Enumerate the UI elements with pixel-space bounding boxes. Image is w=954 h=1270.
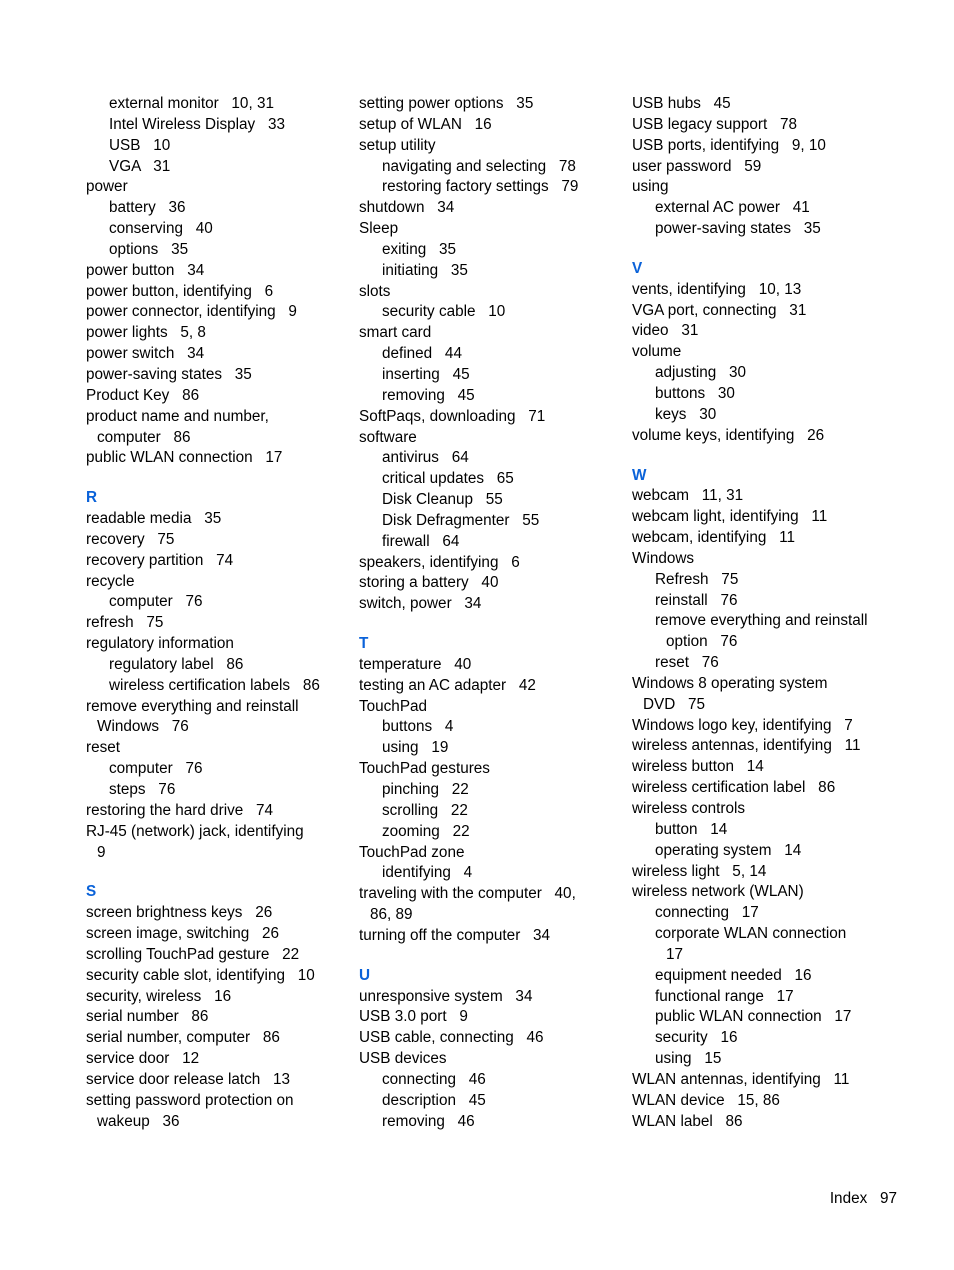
index-section-letter: S xyxy=(86,883,97,901)
index-entry: Windows 8 operating system xyxy=(632,674,828,692)
index-subentry: description 45 xyxy=(382,1091,486,1109)
index-entry: reset xyxy=(86,739,121,757)
index-subentry: Disk Defragmenter 55 xyxy=(382,511,540,529)
index-entry: setting password protection on xyxy=(86,1091,294,1109)
index-entry: DVD 75 xyxy=(643,695,706,713)
index-entry: webcam 11, 31 xyxy=(632,487,744,505)
index-entry: Sleep xyxy=(359,220,399,238)
index-entry: temperature 40 xyxy=(359,655,472,673)
index-subentry: external AC power 41 xyxy=(655,199,810,217)
index-subentry: initiating 35 xyxy=(382,261,468,279)
index-section-letter: R xyxy=(86,489,98,507)
index-entry: wireless certification label 86 xyxy=(632,779,836,797)
index-entry: recycle xyxy=(86,572,135,590)
index-subentry: exiting 35 xyxy=(382,240,456,258)
index-entry: readable media 35 xyxy=(86,510,222,528)
index-entry: setup of WLAN 16 xyxy=(359,115,492,133)
index-entry: VGA port, connecting 31 xyxy=(632,301,807,319)
index-entry: public WLAN connection 17 xyxy=(86,449,283,467)
index-entry: WLAN antennas, identifying 11 xyxy=(632,1070,850,1088)
index-column-2 xyxy=(359,94,609,1133)
index-entry: 86, 89 xyxy=(370,906,413,924)
index-subentry: VGA 31 xyxy=(109,157,171,175)
index-subentry: battery 36 xyxy=(109,199,186,217)
index-entry: testing an AC adapter 42 xyxy=(359,676,536,694)
index-entry: USB legacy support 78 xyxy=(632,115,797,133)
index-entry: software xyxy=(359,428,417,446)
index-entry: Product Key 86 xyxy=(86,386,200,404)
index-entry: using xyxy=(632,178,669,196)
index-entry: USB ports, identifying 9, 10 xyxy=(632,136,826,154)
index-entry: Windows xyxy=(632,549,695,567)
index-subentry: functional range 17 xyxy=(655,987,794,1005)
index-entry: smart card xyxy=(359,324,432,342)
index-entry: USB cable, connecting 46 xyxy=(359,1029,544,1047)
index-entry: speakers, identifying 6 xyxy=(359,553,520,571)
index-entry: setting power options 35 xyxy=(359,95,534,112)
index-entry: serial number 86 xyxy=(86,1008,209,1026)
index-subentry: reinstall 76 xyxy=(655,591,738,609)
index-entry: USB hubs 45 xyxy=(632,95,731,112)
index-entry: TouchPad zone xyxy=(359,843,465,861)
index-entry: recovery partition 74 xyxy=(86,551,234,569)
index-entry: power-saving states 35 xyxy=(86,365,252,383)
index-entry: wireless antennas, identifying 11 xyxy=(632,737,861,755)
index-subentry: Disk Cleanup 55 xyxy=(382,491,503,509)
index-entry: power switch 34 xyxy=(86,345,205,363)
index-entry: security, wireless 16 xyxy=(86,987,232,1005)
index-entry: wireless network (WLAN) xyxy=(632,883,804,901)
index-entry: storing a battery 40 xyxy=(359,574,499,592)
index-entry: TouchPad xyxy=(359,697,428,715)
index-subentry: power-saving states 35 xyxy=(655,220,821,238)
footer-label: Index xyxy=(829,1190,868,1207)
index-entry: power xyxy=(86,178,128,196)
index-column-1 xyxy=(86,94,336,1133)
index-subentry: conserving 40 xyxy=(109,220,213,238)
index-entry: wakeup 36 xyxy=(97,1112,180,1130)
index-entry: TouchPad gestures xyxy=(359,760,490,778)
index-section-letter: V xyxy=(632,259,643,277)
index-entry: regulatory information xyxy=(86,635,234,653)
index-subentry: Intel Wireless Display 33 xyxy=(109,115,285,133)
index-entry: user password 59 xyxy=(632,157,762,175)
index-entry: serial number, computer 86 xyxy=(86,1029,280,1047)
index-entry: unresponsive system 34 xyxy=(359,987,533,1005)
index-subentry: buttons 30 xyxy=(655,384,735,402)
index-subentry: regulatory label 86 xyxy=(109,655,244,673)
index-section-letter: W xyxy=(632,466,647,484)
index-subentry: corporate WLAN connection xyxy=(655,925,847,943)
index-entry: volume xyxy=(632,343,682,361)
index-entry: WLAN label 86 xyxy=(632,1112,743,1130)
index-entry: vents, identifying 10, 13 xyxy=(632,280,802,298)
index-entry: switch, power 34 xyxy=(359,595,482,613)
index-entry: webcam light, identifying 11 xyxy=(632,508,828,526)
index-subentry: critical updates 65 xyxy=(382,470,514,488)
index-subentry: public WLAN connection 17 xyxy=(655,1008,852,1026)
index-entry: power connector, identifying 9 xyxy=(86,303,297,321)
index-entry: Windows 76 xyxy=(97,718,189,736)
index-subentry: steps 76 xyxy=(109,781,176,798)
index-subentry: computer 76 xyxy=(109,593,203,611)
index-entry: volume keys, identifying 26 xyxy=(632,426,825,444)
index-subentry: button 14 xyxy=(655,820,728,838)
index-subentry: 17 xyxy=(666,945,684,963)
index-entry: slots xyxy=(359,282,391,300)
index-subentry: operating system 14 xyxy=(655,841,802,859)
index-entry: power button 34 xyxy=(86,261,205,279)
index-entry: service door 12 xyxy=(86,1050,200,1068)
index-entry: SoftPaqs, downloading 71 xyxy=(359,407,546,425)
index-subentry: reset 76 xyxy=(655,654,719,672)
index-subentry: Refresh 75 xyxy=(655,570,739,588)
page-footer xyxy=(830,1190,897,1208)
index-section-letter: T xyxy=(359,635,369,653)
index-entry: 9 xyxy=(97,843,106,861)
index-subentry: zooming 22 xyxy=(382,822,470,840)
index-entry: power lights 5, 8 xyxy=(86,324,206,342)
index-entry: power button, identifying 6 xyxy=(86,282,274,300)
index-entry: Windows logo key, identifying 7 xyxy=(632,716,853,734)
index-entry: video 31 xyxy=(632,322,699,340)
index-entry: scrolling TouchPad gesture 22 xyxy=(86,945,300,963)
index-subentry: computer 76 xyxy=(109,760,203,778)
index-subentry: USB 10 xyxy=(109,136,171,154)
index-subentry: inserting 45 xyxy=(382,365,470,383)
index-subentry: equipment needed 16 xyxy=(655,966,812,984)
index-entry: screen brightness keys 26 xyxy=(86,904,273,922)
index-subentry: restoring factory settings 79 xyxy=(382,178,579,196)
index-entry: wireless light 5, 14 xyxy=(632,862,767,880)
index-subentry: firewall 64 xyxy=(382,532,460,550)
index-subentry: using 19 xyxy=(382,739,449,757)
index-subentry: navigating and selecting 78 xyxy=(382,157,576,175)
index-entry: webcam, identifying 11 xyxy=(632,529,795,547)
index-entry: refresh 75 xyxy=(86,614,164,632)
index-entry: shutdown 34 xyxy=(359,199,455,217)
index-entry: recovery 75 xyxy=(86,530,175,548)
index-entry: computer 86 xyxy=(97,428,191,446)
index-subentry: removing 45 xyxy=(382,386,475,404)
index-subentry: remove everything and reinstall xyxy=(655,612,868,630)
index-entry: turning off the computer 34 xyxy=(359,926,551,944)
index-subentry: connecting 17 xyxy=(655,904,759,922)
index-subentry: wireless certification labels 86 xyxy=(109,676,320,694)
index-entry: restoring the hard drive 74 xyxy=(86,801,274,819)
index-entry: security cable slot, identifying 10 xyxy=(86,966,315,984)
index-subentry: defined 44 xyxy=(382,345,462,363)
page-number: 97 xyxy=(879,1190,897,1207)
index-entry: WLAN device 15, 86 xyxy=(632,1091,780,1109)
index-subentry: scrolling 22 xyxy=(382,801,468,819)
index-subentry: removing 46 xyxy=(382,1112,475,1130)
index-subentry: external monitor 10, 31 xyxy=(109,95,274,112)
index-subentry: buttons 4 xyxy=(382,718,454,736)
index-section-letter: U xyxy=(359,966,371,984)
index-subentry: antivirus 64 xyxy=(382,449,469,467)
index-entry: traveling with the computer 40, xyxy=(359,885,576,903)
index-entry: RJ-45 (network) jack, identifying xyxy=(86,822,304,840)
index-entry: product name and number, xyxy=(86,407,269,425)
index-subentry: security 16 xyxy=(655,1029,738,1047)
index-subentry: options 35 xyxy=(109,240,189,258)
index-subentry: keys 30 xyxy=(655,405,717,423)
index-entry: USB devices xyxy=(359,1050,447,1068)
index-entry: USB 3.0 port 9 xyxy=(359,1008,468,1026)
index-subentry: security cable 10 xyxy=(382,303,506,321)
index-entry: setup utility xyxy=(359,136,436,154)
index-entry: wireless button 14 xyxy=(632,758,764,776)
index-subentry: pinching 22 xyxy=(382,781,469,798)
index-entry: screen image, switching 26 xyxy=(86,925,280,943)
index-entry: remove everything and reinstall xyxy=(86,697,299,715)
index-subentry: using 15 xyxy=(655,1050,722,1068)
index-entry: wireless controls xyxy=(632,800,746,817)
index-column-3 xyxy=(632,94,892,1133)
index-subentry: option 76 xyxy=(666,633,738,651)
index-entry: service door release latch 13 xyxy=(86,1070,291,1088)
index-subentry: adjusting 30 xyxy=(655,364,746,382)
index-subentry: identifying 4 xyxy=(382,864,473,882)
index-subentry: connecting 46 xyxy=(382,1070,486,1088)
